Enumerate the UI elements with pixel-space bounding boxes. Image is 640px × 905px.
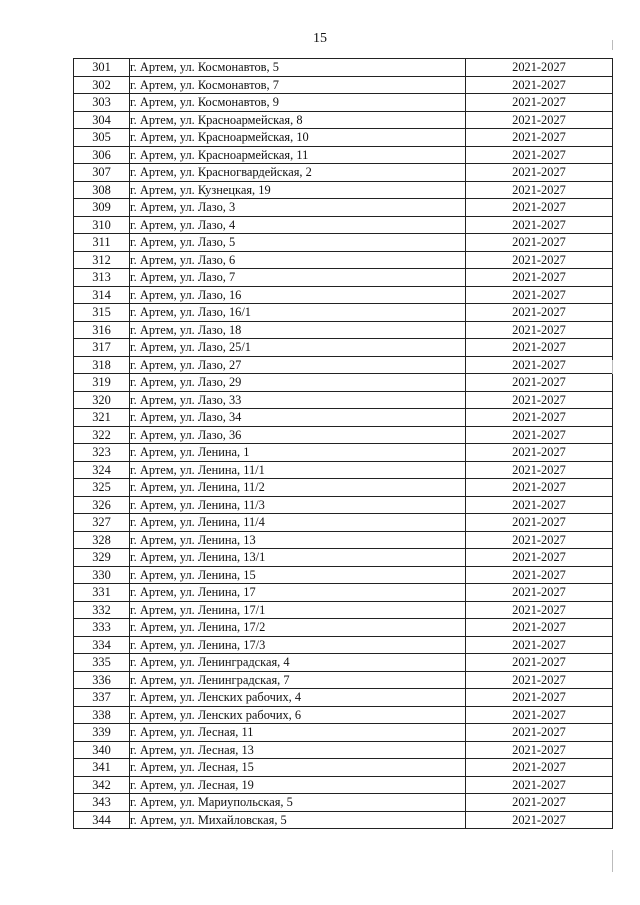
row-address: г. Артем, ул. Лазо, 25/1 [130,339,466,357]
table-row [74,706,613,724]
row-number: 316 [74,321,130,339]
row-number: 330 [74,566,130,584]
table-row [74,689,613,707]
row-period: 2021-2027 [466,584,613,602]
row-period: 2021-2027 [466,426,613,444]
row-address: г. Артем, ул. Лазо, 3 [130,199,466,217]
row-address: г. Артем, ул. Лазо, 16/1 [130,304,466,322]
row-address: г. Артем, ул. Лазо, 29 [130,374,466,392]
row-address: г. Артем, ул. Лазо, 4 [130,216,466,234]
row-number: 327 [74,514,130,532]
table-row [74,76,613,94]
row-period: 2021-2027 [466,689,613,707]
table-row [74,409,613,427]
table-row [74,496,613,514]
row-address: г. Артем, ул. Мариупольская, 5 [130,794,466,812]
table-row [74,724,613,742]
row-period: 2021-2027 [466,356,613,374]
row-address: г. Артем, ул. Лесная, 15 [130,759,466,777]
row-number: 333 [74,619,130,637]
row-period: 2021-2027 [466,671,613,689]
row-period: 2021-2027 [466,286,613,304]
row-period: 2021-2027 [466,164,613,182]
table-row [74,391,613,409]
row-address: г. Артем, ул. Ленских рабочих, 4 [130,689,466,707]
row-period: 2021-2027 [466,601,613,619]
row-period: 2021-2027 [466,636,613,654]
row-period: 2021-2027 [466,146,613,164]
row-number: 311 [74,234,130,252]
row-address: г. Артем, ул. Ленина, 17/2 [130,619,466,637]
table-row [74,741,613,759]
row-number: 305 [74,129,130,147]
row-number: 328 [74,531,130,549]
row-period: 2021-2027 [466,479,613,497]
row-address: г. Артем, ул. Ленинградская, 7 [130,671,466,689]
table-row [74,531,613,549]
address-table [73,58,613,829]
table-row [74,601,613,619]
row-number: 332 [74,601,130,619]
row-number: 304 [74,111,130,129]
table-row [74,374,613,392]
row-number: 315 [74,304,130,322]
row-period: 2021-2027 [466,514,613,532]
row-address: г. Артем, ул. Михайловская, 5 [130,811,466,829]
table-row [74,566,613,584]
row-number: 321 [74,409,130,427]
row-address: г. Артем, ул. Лесная, 19 [130,776,466,794]
scan-mark [612,360,613,374]
row-number: 331 [74,584,130,602]
row-period: 2021-2027 [466,776,613,794]
row-number: 329 [74,549,130,567]
table-row [74,479,613,497]
row-period: 2021-2027 [466,724,613,742]
row-number: 343 [74,794,130,812]
row-number: 319 [74,374,130,392]
row-period: 2021-2027 [466,111,613,129]
row-number: 309 [74,199,130,217]
table-row [74,794,613,812]
row-address: г. Артем, ул. Ленина, 11/3 [130,496,466,514]
scan-mark [612,40,613,50]
table-row [74,549,613,567]
row-period: 2021-2027 [466,409,613,427]
row-number: 310 [74,216,130,234]
row-address: г. Артем, ул. Космонавтов, 9 [130,94,466,112]
row-address: г. Артем, ул. Лазо, 36 [130,426,466,444]
row-address: г. Артем, ул. Лазо, 34 [130,409,466,427]
table-row [74,339,613,357]
row-number: 334 [74,636,130,654]
row-number: 338 [74,706,130,724]
table-row [74,129,613,147]
row-number: 308 [74,181,130,199]
row-period: 2021-2027 [466,706,613,724]
row-number: 322 [74,426,130,444]
table-row [74,199,613,217]
row-period: 2021-2027 [466,461,613,479]
row-period: 2021-2027 [466,216,613,234]
row-period: 2021-2027 [466,76,613,94]
row-number: 303 [74,94,130,112]
row-period: 2021-2027 [466,251,613,269]
page-number: 15 [313,31,327,46]
row-number: 314 [74,286,130,304]
row-number: 307 [74,164,130,182]
row-address: г. Артем, ул. Красноармейская, 11 [130,146,466,164]
row-number: 335 [74,654,130,672]
row-address: г. Артем, ул. Ленина, 17 [130,584,466,602]
row-address: г. Артем, ул. Красноармейская, 8 [130,111,466,129]
row-period: 2021-2027 [466,339,613,357]
row-period: 2021-2027 [466,269,613,287]
row-address: г. Артем, ул. Ленина, 13/1 [130,549,466,567]
table-row [74,811,613,829]
row-address: г. Артем, ул. Ленина, 17/1 [130,601,466,619]
row-period: 2021-2027 [466,794,613,812]
row-address: г. Артем, ул. Ленских рабочих, 6 [130,706,466,724]
row-period: 2021-2027 [466,391,613,409]
row-address: г. Артем, ул. Ленина, 11/1 [130,461,466,479]
table-row [74,514,613,532]
row-period: 2021-2027 [466,59,613,77]
row-number: 326 [74,496,130,514]
row-period: 2021-2027 [466,304,613,322]
row-period: 2021-2027 [466,374,613,392]
table-row [74,59,613,77]
row-address: г. Артем, ул. Лазо, 27 [130,356,466,374]
table-row [74,444,613,462]
table-row [74,619,613,637]
row-address: г. Артем, ул. Ленина, 11/4 [130,514,466,532]
row-address: г. Артем, ул. Ленинградская, 4 [130,654,466,672]
row-address: г. Артем, ул. Космонавтов, 5 [130,59,466,77]
table-row [74,671,613,689]
row-address: г. Артем, ул. Ленина, 13 [130,531,466,549]
row-number: 339 [74,724,130,742]
row-address: г. Артем, ул. Лесная, 11 [130,724,466,742]
row-address: г. Артем, ул. Лазо, 7 [130,269,466,287]
row-number: 301 [74,59,130,77]
table-row [74,94,613,112]
table-row [74,584,613,602]
row-period: 2021-2027 [466,619,613,637]
row-period: 2021-2027 [466,811,613,829]
row-number: 341 [74,759,130,777]
row-period: 2021-2027 [466,741,613,759]
table-row [74,286,613,304]
row-number: 337 [74,689,130,707]
table-row [74,111,613,129]
row-period: 2021-2027 [466,566,613,584]
row-address: г. Артем, ул. Красногвардейская, 2 [130,164,466,182]
table-row [74,461,613,479]
row-number: 317 [74,339,130,357]
row-number: 302 [74,76,130,94]
row-number: 340 [74,741,130,759]
row-address: г. Артем, ул. Лазо, 33 [130,391,466,409]
row-period: 2021-2027 [466,129,613,147]
row-period: 2021-2027 [466,199,613,217]
row-number: 342 [74,776,130,794]
row-number: 320 [74,391,130,409]
table-row [74,759,613,777]
row-address: г. Артем, ул. Лесная, 13 [130,741,466,759]
table-row [74,269,613,287]
row-address: г. Артем, ул. Кузнецкая, 19 [130,181,466,199]
table-row [74,321,613,339]
table-row [74,181,613,199]
table-row [74,164,613,182]
row-period: 2021-2027 [466,496,613,514]
row-address: г. Артем, ул. Ленина, 17/3 [130,636,466,654]
row-number: 325 [74,479,130,497]
table-row [74,146,613,164]
row-number: 313 [74,269,130,287]
row-period: 2021-2027 [466,549,613,567]
row-address: г. Артем, ул. Красноармейская, 10 [130,129,466,147]
table-row [74,356,613,374]
row-address: г. Артем, ул. Лазо, 16 [130,286,466,304]
row-number: 323 [74,444,130,462]
row-address: г. Артем, ул. Ленина, 11/2 [130,479,466,497]
row-number: 344 [74,811,130,829]
row-address: г. Артем, ул. Ленина, 1 [130,444,466,462]
row-period: 2021-2027 [466,234,613,252]
table-row [74,776,613,794]
row-period: 2021-2027 [466,759,613,777]
table-row [74,216,613,234]
row-period: 2021-2027 [466,321,613,339]
table-row [74,654,613,672]
row-number: 306 [74,146,130,164]
row-address: г. Артем, ул. Лазо, 18 [130,321,466,339]
row-address: г. Артем, ул. Лазо, 6 [130,251,466,269]
row-address: г. Артем, ул. Ленина, 15 [130,566,466,584]
scan-mark [612,850,613,872]
table-row [74,426,613,444]
table-row [74,234,613,252]
row-number: 336 [74,671,130,689]
table-row [74,251,613,269]
row-number: 324 [74,461,130,479]
row-period: 2021-2027 [466,654,613,672]
row-period: 2021-2027 [466,94,613,112]
row-address: г. Артем, ул. Космонавтов, 7 [130,76,466,94]
row-period: 2021-2027 [466,181,613,199]
row-period: 2021-2027 [466,444,613,462]
table-row [74,636,613,654]
row-period: 2021-2027 [466,531,613,549]
row-number: 312 [74,251,130,269]
row-address: г. Артем, ул. Лазо, 5 [130,234,466,252]
row-number: 318 [74,356,130,374]
table-row [74,304,613,322]
